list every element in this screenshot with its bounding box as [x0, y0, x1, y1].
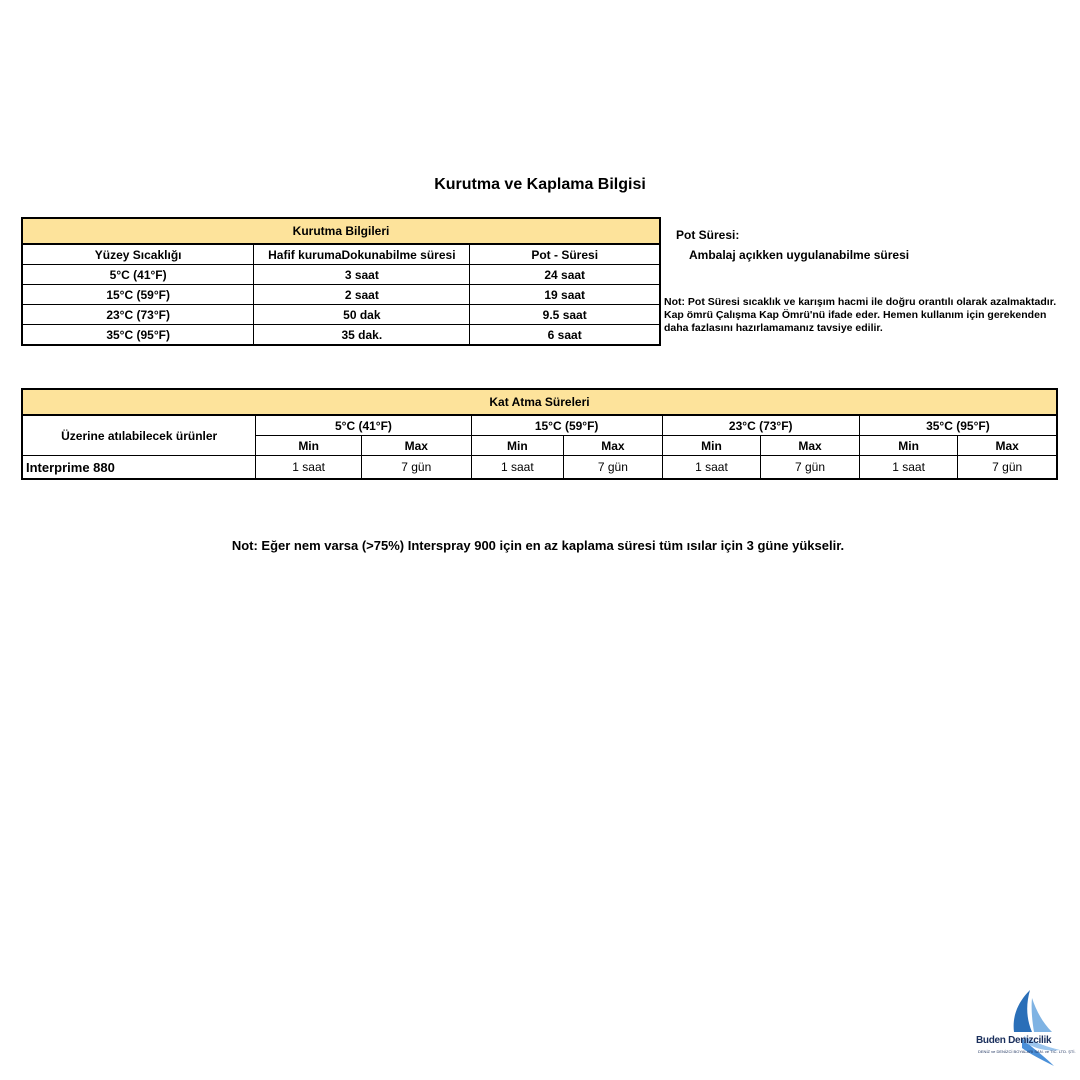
table-cell: 7 gün [564, 456, 663, 480]
table-row [22, 456, 1057, 480]
column-header-min: Min [256, 436, 362, 456]
table-cell: 24 saat [470, 265, 660, 285]
table-cell: 7 gün [361, 456, 471, 480]
table-cell: 7 gün [761, 456, 860, 480]
logo-tagline: DENİZ ve DENİZCİ BOYALARI SAN. ve TİC. LTD. ŞTİ. [978, 1049, 1076, 1054]
column-header-surface-temp: Yüzey Sıcaklığı [22, 244, 254, 265]
column-header-min: Min [859, 436, 958, 456]
column-header-max: Max [761, 436, 860, 456]
table-cell: 1 saat [256, 456, 362, 480]
column-header-pot-life: Pot - Süresi [470, 244, 660, 265]
table-cell: 5°C (41°F) [22, 265, 254, 285]
sailboat-logo-icon [972, 988, 1072, 1068]
table-cell: 23°C (73°F) [22, 305, 254, 325]
column-header-max: Max [361, 436, 471, 456]
column-header-max: Max [564, 436, 663, 456]
column-header-products: Üzerine atılabilecek ürünler [22, 415, 256, 456]
column-header-temp: 15°C (59°F) [471, 415, 662, 436]
column-header-min: Min [662, 436, 761, 456]
coating-table-header: Kat Atma Süreleri [22, 389, 1057, 415]
column-header-temp: 23°C (73°F) [662, 415, 859, 436]
column-header-max: Max [958, 436, 1057, 456]
logo-name: Buden Denizcilik [976, 1035, 1052, 1046]
table-cell: 1 saat [471, 456, 564, 480]
product-name: Interprime 880 [22, 456, 256, 480]
table-cell: 3 saat [254, 265, 470, 285]
column-header-dry-time: Hafif kurumaDokunabilme süresi [254, 244, 470, 265]
table-cell: 19 saat [470, 285, 660, 305]
pot-life-note: Not: Pot Süresi sıcaklık ve karışım hacmi ile doğru orantılı olarak azalmaktadır. Kap ömrü Çalışma Kap Ömrü'nü ifade eder. Hemen kullanım için gerekenden daha fazlasını hazırlamamanız tavsiye edilir. [664, 296, 1057, 334]
table-cell: 9.5 saat [470, 305, 660, 325]
table-cell: 15°C (59°F) [22, 285, 254, 305]
page-title: Kurutma ve Kaplama Bilgisi [434, 176, 646, 193]
table-cell: 7 gün [958, 456, 1057, 480]
drying-table-header: Kurutma Bilgileri [22, 218, 660, 244]
table-cell: 1 saat [662, 456, 761, 480]
column-header-min: Min [471, 436, 564, 456]
table-row [22, 265, 660, 285]
coating-table [21, 388, 1058, 480]
pot-life-subtitle: Ambalaj açıkken uygulanabilme süresi [689, 248, 910, 262]
table-row [22, 325, 660, 346]
table-cell: 2 saat [254, 285, 470, 305]
humidity-note: Not: Eğer nem varsa (>75%) Interspray 900 için en az kaplama süresi tüm ısılar için 3 güne yükselir. [231, 538, 845, 553]
drying-table [21, 217, 661, 346]
table-cell: 6 saat [470, 325, 660, 346]
table-cell: 1 saat [859, 456, 958, 480]
table-cell: 35°C (95°F) [22, 325, 254, 346]
column-header-temp: 5°C (41°F) [256, 415, 471, 436]
table-cell: 50 dak [254, 305, 470, 325]
column-header-temp: 35°C (95°F) [859, 415, 1057, 436]
table-cell: 35 dak. [254, 325, 470, 346]
table-row [22, 285, 660, 305]
table-row [22, 305, 660, 325]
pot-life-title: Pot Süresi: [676, 228, 740, 242]
